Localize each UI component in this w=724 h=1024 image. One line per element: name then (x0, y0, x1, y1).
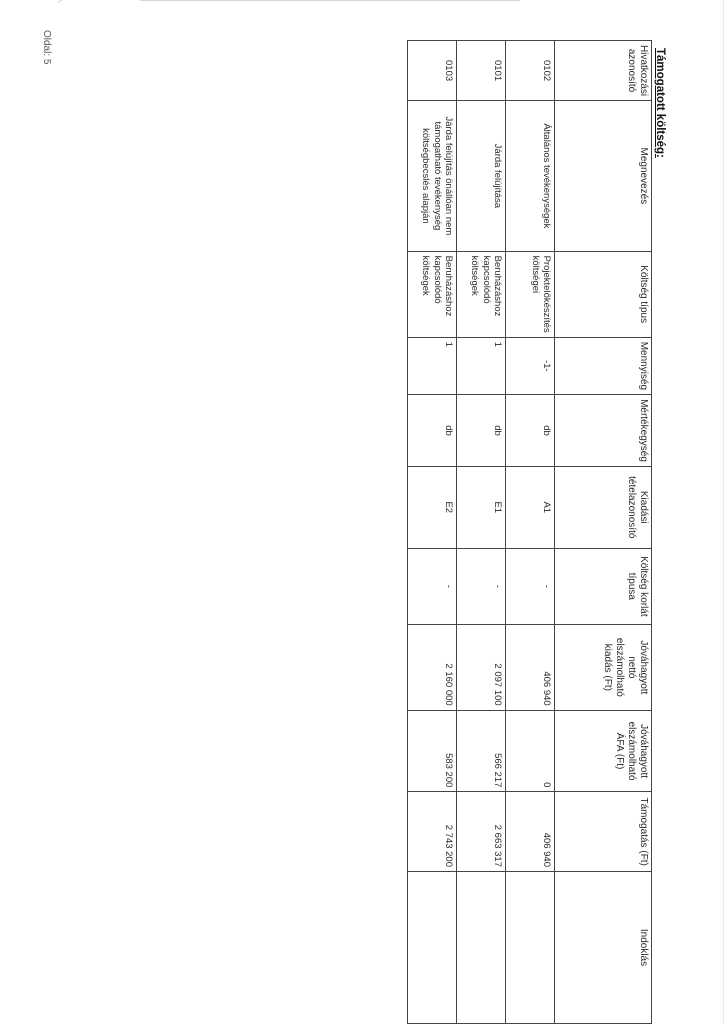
cell-reference-id: 0101 (457, 41, 506, 101)
supported-cost-table (407, 40, 652, 1024)
cell-name: Járda felújítás önállóan nem támogatható tevékenység költségbecslés alapján (408, 101, 457, 251)
cell-quantity: 1 (457, 337, 506, 394)
column-header-net-expense: Jóváhagyott nettó elszámolható kiadás (Ft) (555, 625, 652, 711)
cell-vat: 583 200 (408, 710, 457, 792)
cell-net-expense: 2 160 000 (408, 625, 457, 711)
section-title: Támogatott költség: (654, 48, 666, 158)
cell-justification (408, 872, 457, 1024)
cell-reference-id: 0103 (408, 41, 457, 101)
column-header-support: Támogatás (Ft) (555, 792, 652, 872)
cell-vat: 566 217 (457, 710, 506, 792)
cell-expense-item-id: A1 (506, 466, 555, 548)
cell-cost-type: Projektelőkészítés költségei (506, 251, 555, 337)
cell-cost-limit-type: - (457, 548, 506, 624)
cell-unit: db (457, 395, 506, 467)
cell-net-expense: 406 940 (506, 625, 555, 711)
cell-support: 2 663 317 (457, 792, 506, 872)
cell-expense-item-id: E2 (408, 466, 457, 548)
cell-cost-type: Beruházáshoz kapcsolódó költségek (457, 251, 506, 337)
cell-net-expense: 2 097 100 (457, 625, 506, 711)
cell-name: Járda felújítása (457, 101, 506, 251)
column-header-unit: Mértékegység (555, 395, 652, 467)
cell-quantity: 1 (408, 337, 457, 394)
column-header-reference-id: Hivatkozási azonosító (555, 41, 652, 101)
column-header-vat: Jóváhagyott elszámolható ÁFA (Ft) (555, 710, 652, 792)
table-row (408, 41, 457, 1024)
cell-name: Általános tevékenységek (506, 101, 555, 251)
cell-support: 2 743 200 (408, 792, 457, 872)
table-row (457, 41, 506, 1024)
cell-unit: db (506, 395, 555, 467)
cell-unit: db (408, 395, 457, 467)
cell-justification (457, 872, 506, 1024)
table-row (506, 41, 555, 1024)
cell-support: 406 940 (506, 792, 555, 872)
cell-vat: 0 (506, 710, 555, 792)
cell-quantity: -1- (506, 337, 555, 394)
cell-cost-type: Beruházáshoz kapcsolódó költségek (408, 251, 457, 337)
cell-expense-item-id: E1 (457, 466, 506, 548)
page-number: Oldal: 5 (41, 30, 52, 65)
column-header-justification: Indoklás (555, 872, 652, 1024)
cell-justification (506, 872, 555, 1024)
column-header-cost-limit-type: Költség korlát típusa (555, 548, 652, 624)
cell-reference-id: 0102 (506, 41, 555, 101)
column-header-name: Megnevezés (555, 101, 652, 251)
column-header-quantity: Mennyiség (555, 337, 652, 394)
table-header-row (555, 41, 652, 1024)
cell-cost-limit-type: - (506, 548, 555, 624)
cell-cost-limit-type: - (408, 548, 457, 624)
column-header-cost-type: Költség típus (555, 251, 652, 337)
column-header-expense-item-id: Kiadási tételazonosító (555, 466, 652, 548)
